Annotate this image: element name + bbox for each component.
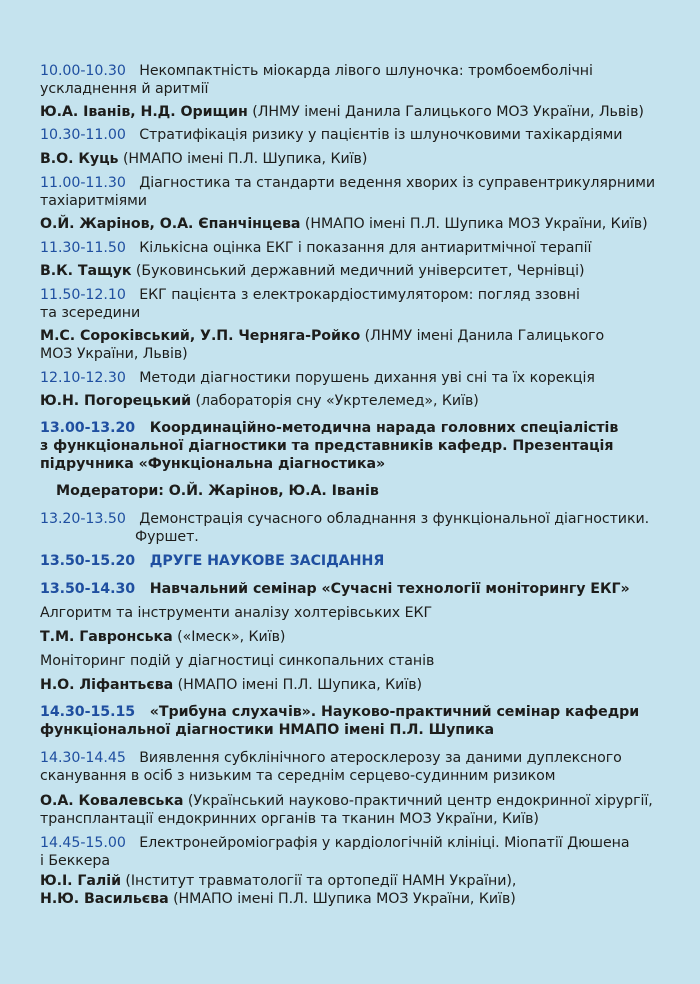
session-line xyxy=(40,703,660,721)
speaker-names: О.А. Ковалевська xyxy=(40,793,184,809)
session-line xyxy=(40,286,660,304)
speaker-names: Ю.А. Іванів, Н.Д. Орищин xyxy=(40,104,248,120)
session-line xyxy=(40,419,660,437)
affiliation: (НМАПО імені П.Л. Шупика МОЗ України, Київ) xyxy=(168,891,516,907)
time-slot: 11.00-11.30 xyxy=(40,175,126,191)
session-line xyxy=(135,528,655,546)
time-slot: 14.30-14.45 xyxy=(40,750,126,766)
affiliation: (Український науково-практичний центр ендокринної хірургії, xyxy=(183,793,653,809)
moderators: Модератори: О.Й. Жарінов, Ю.А. Іванів xyxy=(56,483,379,499)
talk-title: «Трибуна слухачів». Науково-практичний семінар кафедри xyxy=(149,704,640,720)
talk-title: Демонстрація сучасного обладнання з функціональної діагностики. xyxy=(139,511,650,527)
affiliation: (НМАПО імені П.Л. Шупика, Київ) xyxy=(173,677,423,693)
session-line xyxy=(40,852,660,870)
session-line xyxy=(40,304,660,322)
talk-title: Методи діагностики порушень дихання уві сні та їх корекція xyxy=(139,370,595,386)
session-line xyxy=(40,174,660,192)
speaker-names: Ю.Н. Погорецький xyxy=(40,393,192,409)
talk-title-cont: тахіаритміями xyxy=(40,193,147,209)
talk-line xyxy=(40,652,660,670)
time-slot: 11.30-11.50 xyxy=(40,240,126,256)
talk-title: ЕКГ пацієнта з електрокардіостимулятором: погляд ззовні xyxy=(139,287,580,303)
affiliation: (лабораторія сну «Укртелемед», Київ) xyxy=(191,393,479,409)
session-line xyxy=(40,369,660,387)
session-line xyxy=(40,437,660,455)
talk-title: Моніторинг подій у діагностиці синкопальних станів xyxy=(40,653,435,669)
time-slot: 14.30-15.15 xyxy=(40,704,136,720)
talk-title: Координаційно-методична нарада головних спеціалістів xyxy=(149,420,619,436)
session-line xyxy=(40,239,660,257)
affiliation: (НМАПО імені П.Л. Шупика, Київ) xyxy=(118,151,368,167)
speaker-line xyxy=(40,676,660,694)
talk-title-cont: сканування в осіб з низьким та середнім серцево-судинним ризиком xyxy=(40,768,556,784)
talk-title: Некомпактність міокарда лівого шлуночка: тромбоемболічні xyxy=(139,63,593,79)
talk-title-cont: та зсередини xyxy=(40,305,141,321)
speaker-line xyxy=(40,345,660,363)
moderators-line xyxy=(40,482,660,500)
session-line xyxy=(40,834,660,852)
speaker-names: Т.М. Гавронська xyxy=(40,629,173,645)
affiliation: (ЛНМУ імені Данила Галицького МОЗ України, Львів) xyxy=(247,104,644,120)
talk-title-cont: підручника «Функціональна діагностика» xyxy=(40,456,386,472)
time-slot: 10.30-11.00 xyxy=(40,127,126,143)
section-heading xyxy=(40,552,660,570)
time-slot: 12.10-12.30 xyxy=(40,370,126,386)
session-line xyxy=(40,455,660,473)
time-slot: 13.50-15.20 xyxy=(40,553,136,569)
speaker-line xyxy=(40,215,660,233)
session-line xyxy=(40,192,660,210)
affiliation-cont: трансплантації ендокринних органів та тканин МОЗ України, Київ) xyxy=(40,811,539,827)
speaker-names: В.О. Куць xyxy=(40,151,119,167)
talk-title: Стратифікація ризику у пацієнтів із шлуночковими тахікардіями xyxy=(139,127,623,143)
section-title: ДРУГЕ НАУКОВЕ ЗАСІДАННЯ xyxy=(149,553,385,569)
speaker-line xyxy=(40,810,660,828)
affiliation: (Інститут травматології та ортопедії НАМН України), xyxy=(120,873,517,889)
affiliation-cont: МОЗ України, Львів) xyxy=(40,346,188,362)
session-line xyxy=(40,510,660,528)
speaker-line xyxy=(40,872,660,890)
speaker-names: Ю.І. Галій xyxy=(40,873,121,889)
speaker-line xyxy=(40,392,660,410)
time-slot: 14.45-15.00 xyxy=(40,835,126,851)
speaker-names: О.Й. Жарінов, О.А. Єпанчінцева xyxy=(40,216,301,232)
talk-title: Діагностика та стандарти ведення хворих із суправентрикулярними xyxy=(139,175,656,191)
time-slot: 10.00-10.30 xyxy=(40,63,126,79)
talk-title: Електронейроміографія у кардіологічній клініці. Міопатії Дюшена xyxy=(139,835,630,851)
speaker-line xyxy=(40,327,660,345)
speaker-line xyxy=(40,103,660,121)
talk-title: Кількісна оцінка ЕКГ і показання для антиаритмічної терапії xyxy=(139,240,592,256)
talk-title-cont: Фуршет. xyxy=(135,529,199,545)
talk-title: Виявлення субклінічного атеросклерозу за даними дуплексного xyxy=(139,750,622,766)
session-line xyxy=(40,749,660,767)
speaker-names: В.К. Тащук xyxy=(40,263,132,279)
session-line xyxy=(40,580,660,598)
talk-title-cont: з функціональної діагностики та представників кафедр. Презентація xyxy=(40,438,614,454)
speaker-names: Н.О. Ліфантьєва xyxy=(40,677,174,693)
speaker-names: Н.Ю. Васильєва xyxy=(40,891,169,907)
time-slot: 11.50-12.10 xyxy=(40,287,126,303)
affiliation: («Імеск», Київ) xyxy=(172,629,286,645)
session-line xyxy=(40,62,660,80)
session-line xyxy=(40,767,660,785)
speaker-line xyxy=(40,792,660,810)
session-line xyxy=(40,721,660,739)
speaker-line xyxy=(40,262,660,280)
time-slot: 13.20-13.50 xyxy=(40,511,126,527)
speaker-line xyxy=(40,150,660,168)
session-line xyxy=(40,80,660,98)
affiliation: (Буковинський державний медичний університет, Чернівці) xyxy=(131,263,585,279)
time-slot: 13.50-14.30 xyxy=(40,581,136,597)
affiliation: (НМАПО імені П.Л. Шупика МОЗ України, Київ) xyxy=(300,216,648,232)
affiliation: (ЛНМУ імені Данила Галицького xyxy=(360,328,605,344)
time-slot: 13.00-13.20 xyxy=(40,420,136,436)
talk-line xyxy=(40,604,660,622)
speaker-line xyxy=(40,628,660,646)
talk-title-cont: функціональної діагностики НМАПО імені П.Л. Шупика xyxy=(40,722,495,738)
talk-title: Навчальний семінар «Сучасні технології моніторингу ЕКГ» xyxy=(149,581,630,597)
talk-title-cont: ускладнення й аритмії xyxy=(40,81,209,97)
session-line xyxy=(40,126,660,144)
talk-title-cont: і Беккера xyxy=(40,853,111,869)
talk-title: Алгоритм та інструменти аналізу холтерівських ЕКГ xyxy=(40,605,433,621)
speaker-line xyxy=(40,890,660,908)
speaker-names: М.С. Сороківський, У.П. Черняга-Ройко xyxy=(40,328,361,344)
